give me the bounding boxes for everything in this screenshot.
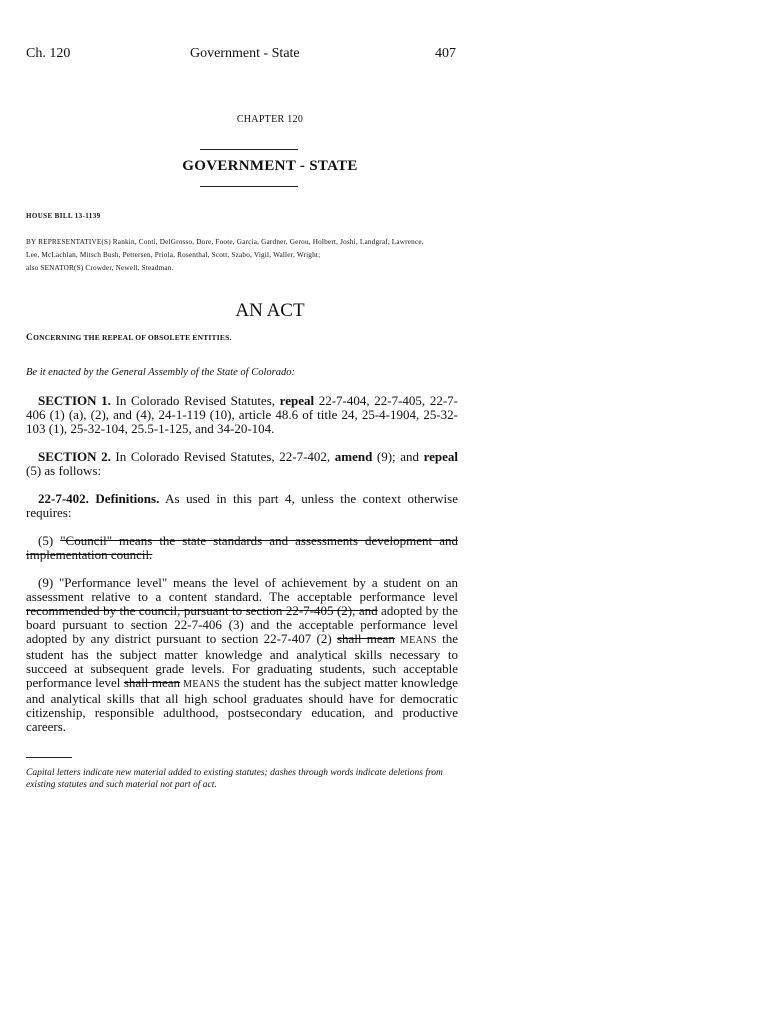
section-1-repeal: repeal [279,393,315,408]
footnote-rule [26,757,72,758]
section-2-amend: amend [334,449,373,464]
definitions-text: As used in this part 4, unless the context otherwise requires: [26,491,458,520]
sponsors-line-3: also SENATOR(S) Crowder, Newell, Steadman. [26,264,174,272]
subsection-5-number: (5) [38,533,61,548]
subsection-9-deleted-2: shall mean [336,631,395,646]
footnote: Capital letters indicate new material added to existing statutes; dashes through words indicate deletions from existing statutes and such material not part of act. [26,768,443,790]
section-1-citations: 22-7-404, 22-7-405, 22-7-406 (1) (a), (2), and (4), 24-1-119 (10), article 48.6 of title 24, 25-4-1904, 25-32-103 (1), 25-32-104, 25.5-1-125, and 34-20-104. [26,393,458,436]
sponsors [26,236,466,275]
section-1 [26,394,458,436]
section-2 [26,450,458,478]
header-page-number: 407 [435,46,456,61]
definitions-heading: 22-7-402. Definitions. [38,491,160,506]
subsection-9-text-2: adopted by the board pursuant to section 22-7-406 (3) and the acceptable performance level adopted by any district pursuant to section 22-7-407 (2) [26,603,458,646]
subsection-5 [26,534,458,562]
chapter-label: CHAPTER 120 [236,114,304,125]
subsection-9-text-4: the student has the subject matter knowledge and analytical skills that all high school graduates should have for democratic citizenship, responsible adulthood, postsecondary education, and productive careers. [26,675,458,734]
enacting-clause: Be it enacted by the General Assembly of the State of Colorado: [26,367,295,378]
definitions-paragraph [26,492,458,520]
subsection-9-added-1: MEANS [394,635,437,646]
title-rule-top [200,149,298,150]
header-title: Government - State [190,46,300,61]
subsection-9-text-3: the student has the subject matter knowledge and analytical skills necessary to succeed at subsequent grade levels. For graduating students, such acceptable performance level [26,631,458,690]
concerning-text: ONCERNING THE REPEAL OF OBSOLETE ENTITIES. [33,333,232,342]
sponsors-line-2: Lee, McLachlan, Mitsch Bush, Pettersen, Priola, Rosenthal, Scott, Szabo, Vigil, Waller, Wright; [26,251,321,259]
act-heading: AN ACT [235,300,305,321]
bill-number: HOUSE BILL 13-1139 [26,212,101,220]
subsection-9-added-2: MEANS [180,679,221,690]
concerning-clause [26,333,232,343]
sponsors-line-1: BY REPRESENTATIVE(S) Rankin, Conti, DelGrosso, Dore, Foote, Garcia, Gardner, Gerou, Holbert, Joshi, Landgraf, Lawrence, [26,238,424,246]
concerning-initial: C [26,333,34,343]
section-2-label: SECTION 2. [38,449,111,464]
subsection-9-deleted-1: recommended by the council, pursuant to section 22-7-405 (2), and [26,603,378,618]
subsection-5-deleted-text: "Council" means the state standards and assessments development and implementation council. [26,533,458,562]
chapter-title: GOVERNMENT - STATE [182,158,358,174]
title-rule-bottom [200,186,298,187]
section-2-text-3: (5) as follows: [26,463,102,478]
subsection-9-text-1: (9) "Performance level" means the level of achievement by a student on an assessment relative to a content standard. The acceptable performance level [26,575,458,604]
header-chapter: Ch. 120 [26,46,71,61]
subsection-9 [26,576,458,734]
section-2-repeal: repeal [423,449,458,464]
section-1-label: SECTION 1. [38,393,111,408]
subsection-9-deleted-3: shall mean [123,675,180,690]
section-2-text: In Colorado Revised Statutes, 22-7-402, [110,449,335,464]
section-2-text-2: (9); and [372,449,424,464]
section-1-text: In Colorado Revised Statutes, [110,393,280,408]
